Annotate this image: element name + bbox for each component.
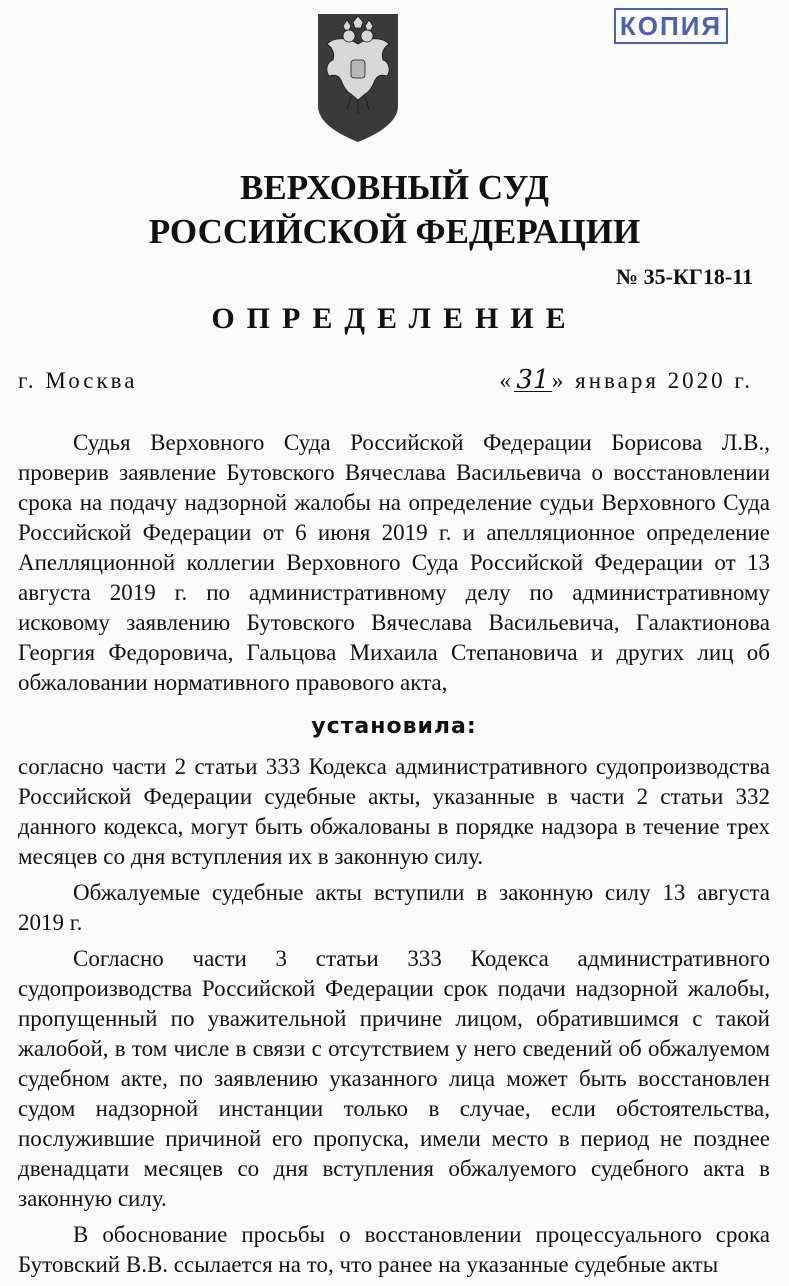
copy-stamp: КОПИЯ bbox=[614, 8, 728, 44]
city: г. Москва bbox=[18, 368, 138, 393]
document-date bbox=[499, 365, 753, 395]
date-day-handwritten: 31 bbox=[514, 369, 552, 392]
case-number: № 35-КГ18-11 bbox=[616, 264, 753, 289]
date-month-year: » января 2020 г. bbox=[551, 368, 753, 393]
section-heading: установила: bbox=[311, 714, 477, 739]
document-body bbox=[18, 428, 770, 1286]
body-paragraph: Обжалуемые судебные акты вступили в законную силу 13 августа 2019 г. bbox=[18, 880, 770, 935]
intro-paragraph: Судья Верховного Суда Российской Федерации Борисова Л.В., проверив заявление Бутовского Вячеслава Васильевича о восстановлении срока на подачу надзорной жалобы на определение судьи Верховного Суда Российской Федерации от 6 июня 2019 г. и апелляционное определение Апелляционной коллегии Верховного Суда Российской Федерации от 13 августа 2019 г. по административному делу по административному исковому заявлению Бутовского Вячеслава Васильевича, Галактионова Георгия Федоровича, Гальцова Михаила Степановича и других лиц об обжаловании нормативного правового акта, bbox=[18, 430, 770, 695]
date-open-quote: « bbox=[499, 368, 514, 393]
court-name-line-2: РОССИЙСКОЙ ФЕДЕРАЦИИ bbox=[148, 212, 641, 251]
body-paragraph: согласно части 2 статьи 333 Кодекса административного судопроизводства Российской Федерации судебные акты, указанные в части 2 статьи 332 данного кодекса, могут быть обжалованы в порядке надзора в течение трех месяцев со дня вступления их в законную силу. bbox=[18, 754, 770, 869]
coat-of-arms-icon bbox=[313, 14, 403, 142]
body-paragraph: Согласно части 3 статьи 333 Кодекса административного судопроизводства Российской Федерации срок подачи надзорной жалобы, пропущенный по уважительной причине лицом, обратившимся с такой жалобой, в том числе в связи с отсутствием у него сведений об обжалуемом судебном акте, по заявлению указанного лица может быть восстановлен судом надзорной инстанции только в случае, если обстоятельства, послужившие причиной его пропуска, имели место в период не позднее двенадцати месяцев со дня вступления обжалуемого судебного акта в законную силу. bbox=[18, 946, 770, 1211]
document-type: ОПРЕДЕЛЕНИЕ bbox=[211, 302, 578, 335]
body-paragraph: В обоснование просьбы о восстановлении процессуального срока Бутовский В.В. ссылается на то, что ранее на указанные судебные акты bbox=[18, 1222, 770, 1277]
court-name-line-1: ВЕРХОВНЫЙ СУД bbox=[240, 168, 549, 207]
